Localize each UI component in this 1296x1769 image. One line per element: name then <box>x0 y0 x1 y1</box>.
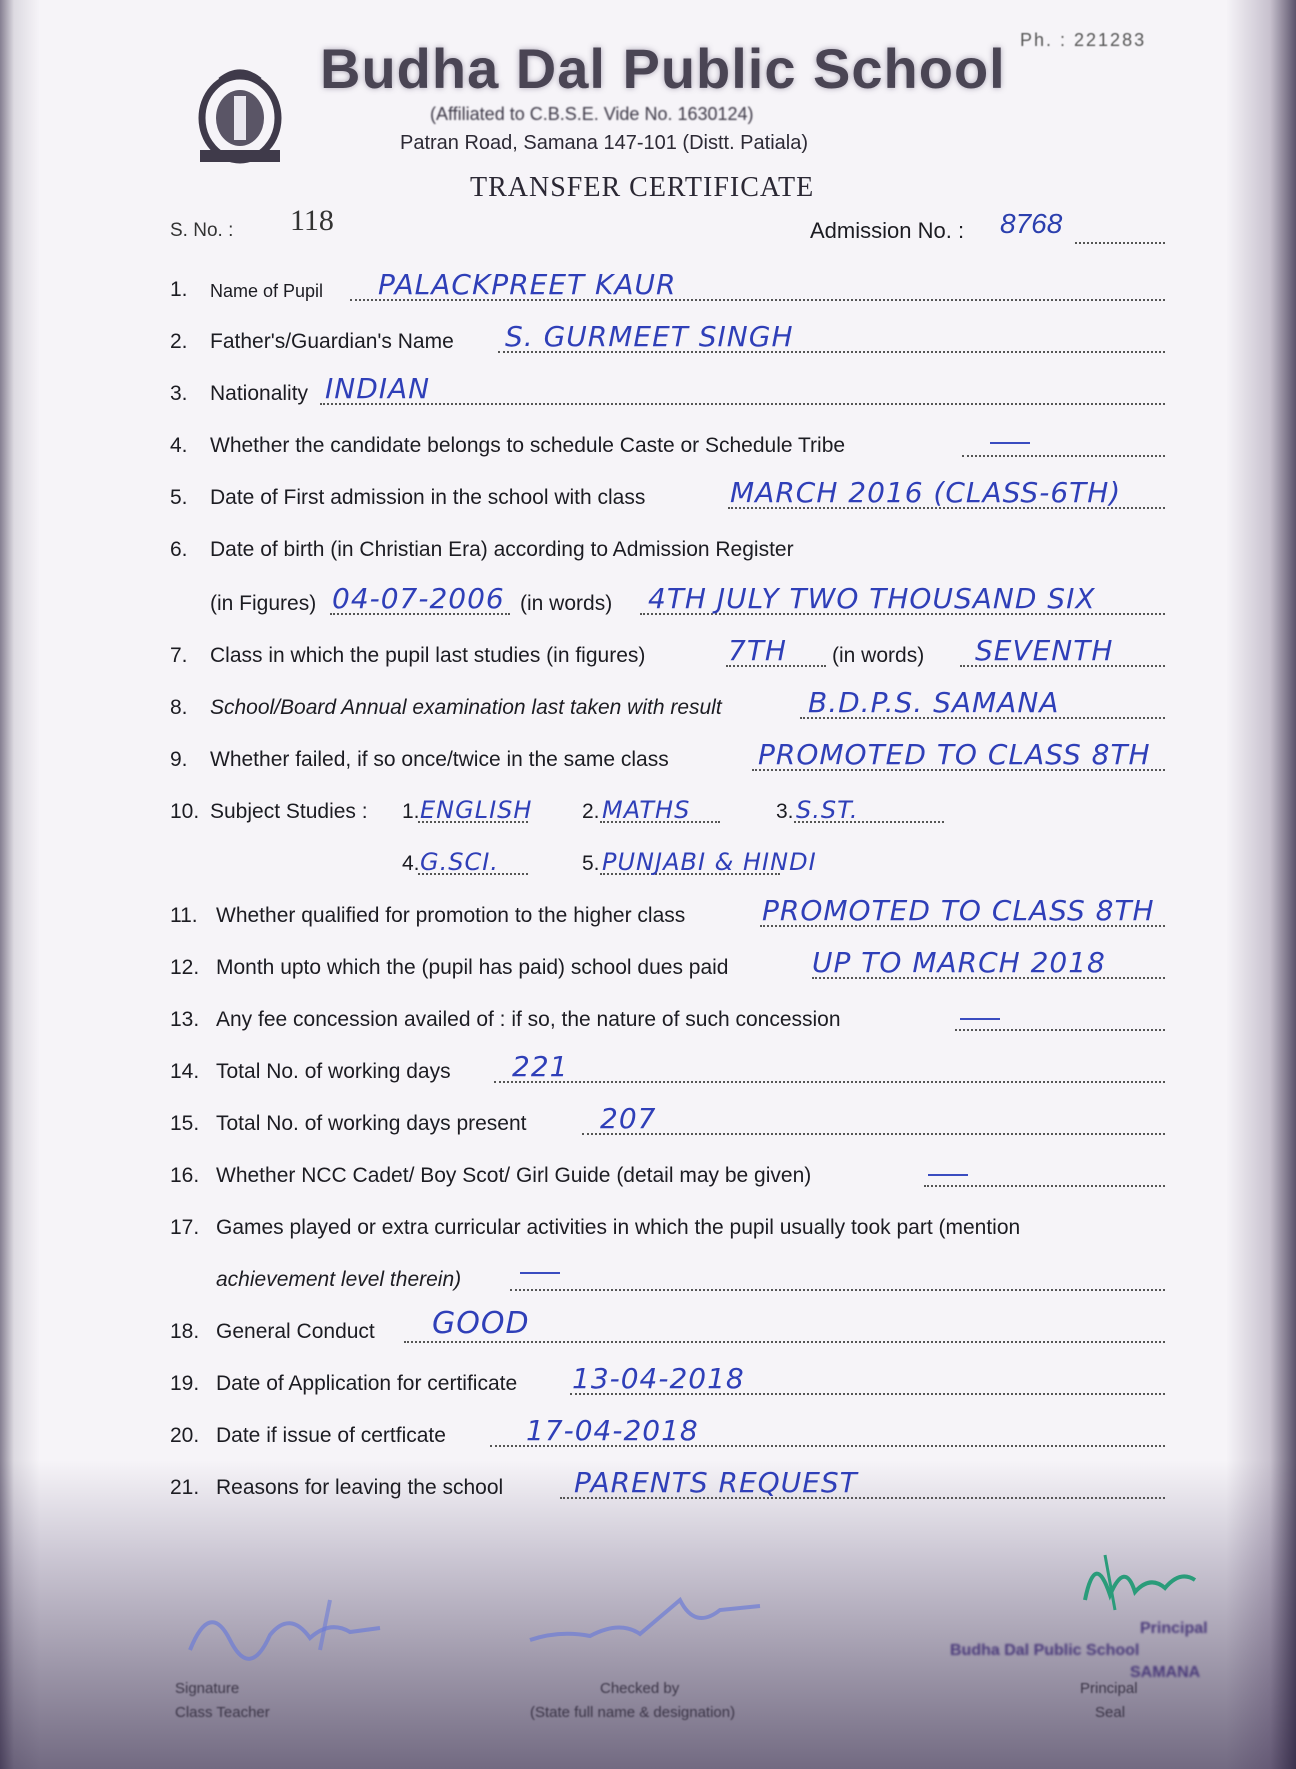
checked-by-signature <box>520 1570 780 1660</box>
field-row-ncc <box>0 1156 1296 1196</box>
principal-stamp-line3: SAMANA <box>1130 1664 1201 1681</box>
class-teacher-signature-label: Signature <box>175 1680 240 1697</box>
field-row-application-date <box>0 1364 1296 1404</box>
field-dotted-line <box>924 1185 1165 1187</box>
field-row-name <box>0 270 1296 310</box>
field-label: Subject Studies : <box>210 800 368 823</box>
subject-2-value: MATHS <box>602 796 691 824</box>
field-number: 9. <box>170 748 188 771</box>
field-label: School/Board Annual examination last taken with result <box>210 696 722 719</box>
application-date-value: 13-04-2018 <box>572 1362 745 1395</box>
field-dotted-line <box>962 455 1165 457</box>
field-row-dob-values <box>0 584 1296 624</box>
nil-dash <box>928 1174 968 1176</box>
admission-dotted-line <box>1075 242 1165 244</box>
father-name-value: S. GURMEET SINGH <box>505 320 794 353</box>
field-dotted-line <box>510 1289 1165 1291</box>
field-number: 13. <box>170 1008 200 1031</box>
field-label: Whether qualified for promotion to the higher class <box>216 904 686 927</box>
field-number: 16. <box>170 1164 200 1187</box>
class-teacher-signature <box>180 1580 410 1670</box>
school-address: Patran Road, Samana 147-101 (Distt. Patiala) <box>400 132 808 154</box>
field-label: Father's/Guardian's Name <box>210 330 454 353</box>
principal-signature <box>1075 1540 1205 1620</box>
subject-1-value: ENGLISH <box>420 796 533 824</box>
field-dotted-line <box>494 1081 1165 1083</box>
field-dotted-line <box>404 1341 1165 1343</box>
conduct-value: GOOD <box>432 1306 530 1341</box>
field-row-last-class <box>0 636 1296 676</box>
field-dotted-line <box>320 403 1165 405</box>
field-number: 18. <box>170 1320 200 1343</box>
field-dotted-line <box>582 1133 1165 1135</box>
field-row-nationality <box>0 374 1296 414</box>
field-label: achievement level therein) <box>216 1268 462 1291</box>
serial-number-label: S. No. : <box>170 220 234 241</box>
field-number: 12. <box>170 956 200 979</box>
nil-dash <box>520 1272 560 1274</box>
field-number: 14. <box>170 1060 200 1083</box>
field-row-failed <box>0 740 1296 780</box>
field-row-subjects <box>0 792 1296 832</box>
subject-number: 3. <box>776 800 794 823</box>
principal-stamp-line1: Principal <box>1140 1620 1208 1637</box>
principal-stamp-line2: Budha Dal Public School <box>950 1642 1140 1659</box>
working-days-value: 221 <box>512 1050 569 1083</box>
field-label: Date of Application for certificate <box>216 1372 518 1395</box>
field-number: 7. <box>170 644 188 667</box>
field-number: 6. <box>170 538 188 561</box>
promotion-value: PROMOTED TO CLASS 8TH <box>762 894 1155 927</box>
field-number: 8. <box>170 696 188 719</box>
admission-number-label: Admission No. : <box>810 218 965 243</box>
field-label: Class in which the pupil last studies (in figures) <box>210 644 646 667</box>
field-label: Date if issue of certficate <box>216 1424 446 1447</box>
exam-result-value: B.D.P.S. SAMANA <box>808 686 1060 719</box>
field-row-promotion <box>0 896 1296 936</box>
field-label: Date of First admission in the school with class <box>210 486 646 509</box>
field-row-games-2 <box>0 1260 1296 1300</box>
field-label: General Conduct <box>216 1320 375 1343</box>
admission-number-value: 8768 <box>1000 208 1063 239</box>
checked-by-label: Checked by <box>600 1680 680 1697</box>
issue-date-value: 17-04-2018 <box>526 1414 699 1447</box>
last-class-words-label: (in words) <box>832 644 925 667</box>
dob-figures-label: (in Figures) <box>210 592 317 615</box>
dob-words-label: (in words) <box>520 592 613 615</box>
field-number: 15. <box>170 1112 200 1135</box>
subject-number: 1. <box>402 800 420 823</box>
field-row-exam <box>0 688 1296 728</box>
dob-words-value: 4TH JULY TWO THOUSAND SIX <box>648 582 1096 615</box>
field-number: 2. <box>170 330 188 353</box>
school-affiliation: (Affiliated to C.B.S.E. Vide No. 1630124) <box>430 104 754 124</box>
field-number: 17. <box>170 1216 200 1239</box>
field-row-father <box>0 322 1296 362</box>
field-number: 19. <box>170 1372 200 1395</box>
field-number: 10. <box>170 800 200 823</box>
class-teacher-label: Class Teacher <box>175 1704 270 1721</box>
last-class-value: 7TH <box>728 634 787 667</box>
field-number: 20. <box>170 1424 200 1447</box>
field-row-dob <box>0 530 1296 570</box>
field-number: 3. <box>170 382 188 405</box>
principal-label: Principal <box>1080 1680 1138 1697</box>
first-admission-value: MARCH 2016 (CLASS-6TH) <box>730 476 1122 509</box>
nil-dash <box>960 1018 1000 1020</box>
seal-label: Seal <box>1095 1704 1126 1721</box>
field-label: Total No. of working days <box>216 1060 451 1083</box>
failed-status-value: PROMOTED TO CLASS 8TH <box>758 738 1151 771</box>
field-label: Nationality <box>210 382 309 405</box>
nationality-value: INDIAN <box>325 372 431 405</box>
field-number: 21. <box>170 1476 200 1499</box>
certificate-title: TRANSFER CERTIFICATE <box>470 172 815 203</box>
field-row-concession <box>0 1000 1296 1040</box>
field-row-dues <box>0 948 1296 988</box>
field-row-subjects-2 <box>0 844 1296 884</box>
subject-number: 4. <box>402 852 420 875</box>
subject-5-value: PUNJABI & HINDI <box>602 848 817 876</box>
field-label: Reasons for leaving the school <box>216 1476 504 1499</box>
field-label: Month upto which the (pupil has paid) school dues paid <box>216 956 729 979</box>
field-row-working-days <box>0 1052 1296 1092</box>
field-number: 4. <box>170 434 188 457</box>
field-label: Name of Pupil <box>210 281 324 301</box>
school-phone: Ph. : 221283 <box>1020 30 1147 50</box>
nil-dash <box>990 442 1030 444</box>
field-label: Whether failed, if so once/twice in the same class <box>210 748 669 771</box>
subject-number: 5. <box>582 852 600 875</box>
field-dotted-line <box>955 1029 1165 1031</box>
field-row-games <box>0 1208 1296 1248</box>
field-number: 11. <box>170 904 198 927</box>
subject-number: 2. <box>582 800 600 823</box>
dob-figures-value: 04-07-2006 <box>332 582 505 615</box>
dues-paid-value: UP TO MARCH 2018 <box>812 946 1106 979</box>
field-row-issue-date <box>0 1416 1296 1456</box>
field-row-reason <box>0 1468 1296 1508</box>
field-label: Date of birth (in Christian Era) according to Admission Register <box>210 538 794 561</box>
field-label: Whether the candidate belongs to schedule Caste or Schedule Tribe <box>210 434 846 457</box>
checked-by-sub-label: (State full name & designation) <box>530 1704 736 1721</box>
pupil-name-value: PALACKPREET KAUR <box>378 268 677 301</box>
field-row-caste <box>0 426 1296 466</box>
field-row-first-admission <box>0 478 1296 518</box>
school-emblem-icon <box>190 60 290 170</box>
field-label: Total No. of working days present <box>216 1112 527 1135</box>
field-label: Whether NCC Cadet/ Boy Scot/ Girl Guide (detail may be given) <box>216 1164 812 1187</box>
serial-number-value: 118 <box>290 204 334 237</box>
subject-3-value: S.ST. <box>796 796 859 824</box>
field-row-conduct <box>0 1306 1296 1352</box>
leaving-reason-value: PARENTS REQUEST <box>574 1466 858 1499</box>
field-number: 5. <box>170 486 188 509</box>
field-label: Any fee concession availed of : if so, the nature of such concession <box>216 1008 841 1031</box>
field-row-days-present <box>0 1104 1296 1144</box>
days-present-value: 207 <box>600 1102 657 1135</box>
field-number: 1. <box>170 278 188 301</box>
subject-4-value: G.SCI. <box>420 848 499 876</box>
last-class-words-value: SEVENTH <box>975 634 1114 667</box>
field-label: Games played or extra curricular activities in which the pupil usually took part (mention <box>216 1216 1021 1239</box>
school-name: Budha Dal Public School <box>320 37 1006 100</box>
